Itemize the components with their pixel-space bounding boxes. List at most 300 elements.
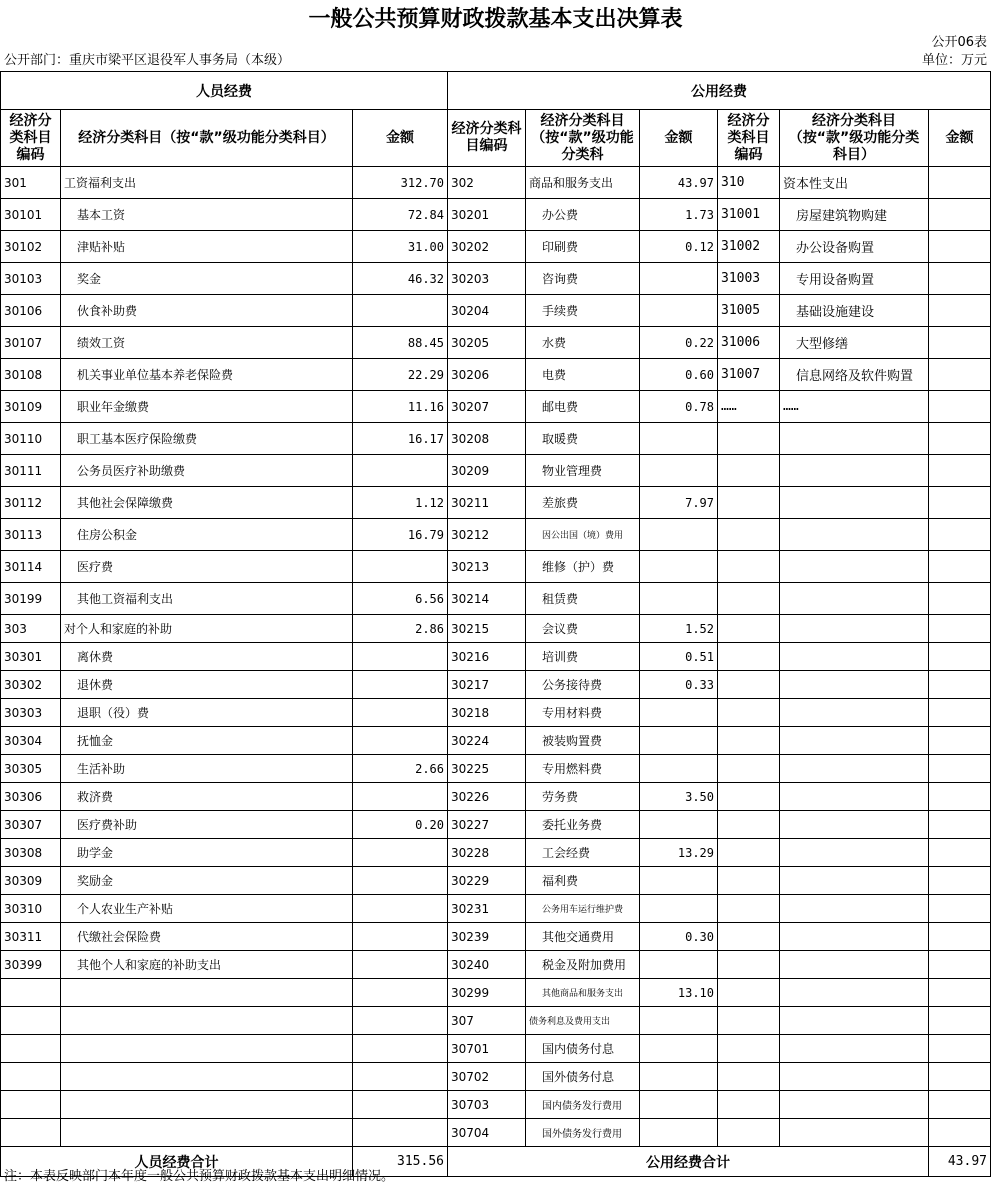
row-amount: 0.20 [353,811,448,839]
row-amount [929,359,991,391]
page-title: 一般公共预算财政拨款基本支出决算表 [308,6,683,32]
row-amount: 0.51 [640,643,718,671]
row-amount [353,783,448,811]
row-amount [929,295,991,327]
row-amount: 0.12 [640,231,718,263]
personnel-header: 人员经费 [1,72,448,110]
row-code: 30207 [448,391,526,423]
table-row [1,671,991,699]
row-code: 30217 [448,671,526,699]
row-amount [640,1063,718,1091]
row-code: 31007 [718,359,780,391]
table-row [1,783,991,811]
col-amount-header: 金额 [929,110,991,167]
row-code: 30704 [448,1119,526,1147]
row-item-name [780,755,929,783]
row-code: 30399 [1,951,61,979]
footnote: 注：本表反映部门本年度一般公共预算财政拨款基本支出明细情况。 [4,1169,395,1184]
row-code: 30310 [1,895,61,923]
row-item-name [780,455,929,487]
col-code-header: 经济分类科目编码 [448,110,526,167]
row-amount [929,199,991,231]
row-code: 31003 [718,263,780,295]
row-item-name: 对个人和家庭的补助 [61,615,353,643]
row-code: 31006 [718,327,780,359]
row-amount [929,755,991,783]
row-code: 30311 [1,923,61,951]
row-item-name: 生活补助 [61,755,353,783]
row-item-name [780,867,929,895]
row-item-name: 公务用车运行维护费 [526,895,640,923]
row-item-name [61,1063,353,1091]
row-amount [353,1063,448,1091]
row-item-name: 专用设备购置 [780,263,929,295]
row-item-name: 手续费 [526,295,640,327]
row-amount [353,951,448,979]
row-code: 31002 [718,231,780,263]
table-row [1,167,991,199]
row-amount: 16.17 [353,423,448,455]
row-amount: 88.45 [353,327,448,359]
table-row [1,979,991,1007]
row-amount: 1.52 [640,615,718,643]
table-row [1,263,991,295]
row-amount [353,1035,448,1063]
row-amount [640,423,718,455]
row-amount: 0.33 [640,671,718,699]
row-code: 30113 [1,519,61,551]
col-name-header: 经济分类科目（按“款”级功能分类科目） [61,110,353,167]
row-item-name [780,951,929,979]
row-code [718,895,780,923]
row-amount: 46.32 [353,263,448,295]
row-amount [929,487,991,519]
row-item-name: 大型修缮 [780,327,929,359]
col-name-header: 经济分类科目（按“款”级功能分类科目） [780,110,929,167]
row-code: 30209 [448,455,526,487]
row-amount: 31.00 [353,231,448,263]
row-code [718,1091,780,1119]
row-item-name: 劳务费 [526,783,640,811]
row-amount [929,895,991,923]
row-amount [929,583,991,615]
row-code: 30240 [448,951,526,979]
row-item-name: 资本性支出 [780,167,929,199]
row-item-name [61,1035,353,1063]
row-amount [929,699,991,727]
row-item-name: 工资福利支出 [61,167,353,199]
row-amount [353,1091,448,1119]
row-amount [640,727,718,755]
row-code [718,811,780,839]
row-code: 30103 [1,263,61,295]
table-row [1,327,991,359]
row-item-name: 印刷费 [526,231,640,263]
row-code [718,551,780,583]
row-amount: 312.70 [353,167,448,199]
row-code [718,487,780,519]
table-row [1,839,991,867]
table-row [1,811,991,839]
row-code: 30202 [448,231,526,263]
row-code: 307 [448,1007,526,1035]
row-amount [353,895,448,923]
row-amount [929,811,991,839]
row-item-name: 国外债务付息 [526,1063,640,1091]
row-amount [353,1119,448,1147]
row-amount: 72.84 [353,199,448,231]
row-amount [929,551,991,583]
row-item-name: 伙食补助费 [61,295,353,327]
row-amount [640,699,718,727]
row-amount [353,867,448,895]
row-code [718,671,780,699]
table-row [1,895,991,923]
row-item-name [780,1119,929,1147]
row-item-name: 因公出国（境）费用 [526,519,640,551]
row-item-name: 抚恤金 [61,727,353,755]
row-item-name [780,1035,929,1063]
row-item-name: 基本工资 [61,199,353,231]
row-code: 30231 [448,895,526,923]
row-code: 30215 [448,615,526,643]
row-code: 30107 [1,327,61,359]
table-row [1,583,991,615]
col-amount-header: 金额 [353,110,448,167]
row-item-name: 专用燃料费 [526,755,640,783]
row-item-name: 邮电费 [526,391,640,423]
row-code: 30102 [1,231,61,263]
row-amount: 1.73 [640,199,718,231]
row-amount [353,1007,448,1035]
row-amount: 2.66 [353,755,448,783]
row-amount [640,455,718,487]
row-amount [929,979,991,1007]
row-amount [353,699,448,727]
row-item-name [780,811,929,839]
row-amount [640,867,718,895]
table-row [1,615,991,643]
row-code: 30101 [1,199,61,231]
row-amount: 11.16 [353,391,448,423]
row-code [718,727,780,755]
row-item-name: 信息网络及软件购置 [780,359,929,391]
row-code [1,1063,61,1091]
row-item-name: 办公设备购置 [780,231,929,263]
row-amount [929,643,991,671]
row-code: 30308 [1,839,61,867]
row-code: 303 [1,615,61,643]
row-code: 30112 [1,487,61,519]
row-amount [929,455,991,487]
row-code [718,423,780,455]
row-code: 30204 [448,295,526,327]
col-amount-header: 金额 [640,110,718,167]
table-row [1,699,991,727]
row-item-name [780,839,929,867]
row-item-name: 奖励金 [61,867,353,895]
row-code: 30212 [448,519,526,551]
row-item-name: 个人农业生产补贴 [61,895,353,923]
row-amount: 3.50 [640,783,718,811]
row-item-name: 其他社会保障缴费 [61,487,353,519]
row-amount [929,671,991,699]
row-amount [353,643,448,671]
form-number: 公开06表 [931,35,987,50]
row-code [1,1007,61,1035]
row-item-name: 职业年金缴费 [61,391,353,423]
row-amount [640,1007,718,1035]
row-code: 30201 [448,199,526,231]
row-amount [929,327,991,359]
row-item-name [780,1091,929,1119]
row-code [1,979,61,1007]
row-item-name [780,551,929,583]
row-code: 30106 [1,295,61,327]
row-amount [929,727,991,755]
department-label: 公开部门：重庆市梁平区退役军人事务局（本级） [4,53,291,68]
row-amount [929,1091,991,1119]
row-amount [929,867,991,895]
row-amount [640,755,718,783]
row-amount [929,1119,991,1147]
row-item-name [780,699,929,727]
row-code: 30307 [1,811,61,839]
row-item-name [780,615,929,643]
row-amount [929,519,991,551]
row-code: 30228 [448,839,526,867]
row-code: 30203 [448,263,526,295]
row-code [718,951,780,979]
row-amount [929,615,991,643]
row-amount [640,263,718,295]
row-code: 30306 [1,783,61,811]
row-item-name: 工会经费 [526,839,640,867]
row-item-name [780,727,929,755]
table-row [1,1063,991,1091]
row-item-name [780,923,929,951]
row-code: 30224 [448,727,526,755]
row-code [718,583,780,615]
table-row [1,1091,991,1119]
public-total-label: 公用经费合计 [448,1147,929,1177]
row-amount [353,979,448,1007]
row-amount [640,895,718,923]
row-item-name: 职工基本医疗保险缴费 [61,423,353,455]
row-amount [929,167,991,199]
row-amount: 13.29 [640,839,718,867]
row-item-name: 津贴补贴 [61,231,353,263]
row-code: 310 [718,167,780,199]
table-row [1,391,991,423]
table-row [1,519,991,551]
table-row [1,923,991,951]
row-amount [929,423,991,455]
row-amount: 6.56 [353,583,448,615]
table-row [1,231,991,263]
row-item-name [780,487,929,519]
row-item-name [780,671,929,699]
table-row [1,867,991,895]
row-code: 30301 [1,643,61,671]
row-item-name: 专用材料费 [526,699,640,727]
row-item-name: 离休费 [61,643,353,671]
row-code [718,519,780,551]
table-row [1,487,991,519]
row-amount [929,391,991,423]
row-item-name: 房屋建筑物购建 [780,199,929,231]
row-item-name: 委托业务费 [526,811,640,839]
table-row [1,1119,991,1147]
row-code: 30226 [448,783,526,811]
row-code: 30239 [448,923,526,951]
row-code: 301 [1,167,61,199]
row-item-name: 租赁费 [526,583,640,615]
row-code: 30216 [448,643,526,671]
row-code: 30218 [448,699,526,727]
row-code [718,755,780,783]
personnel-total-value: 315.56 [353,1147,448,1177]
row-code: 30701 [448,1035,526,1063]
table-row [1,455,991,487]
row-code: 30206 [448,359,526,391]
row-item-name: 取暖费 [526,423,640,455]
row-item-name: 其他个人和家庭的补助支出 [61,951,353,979]
row-code [718,1063,780,1091]
row-code: 30303 [1,699,61,727]
row-amount [353,295,448,327]
row-item-name: 被装购置费 [526,727,640,755]
row-amount: 0.22 [640,327,718,359]
row-code [718,1007,780,1035]
row-code [718,455,780,487]
row-code [718,643,780,671]
row-code: 30211 [448,487,526,519]
row-amount [353,923,448,951]
row-code [1,1091,61,1119]
row-item-name: …… [780,391,929,423]
table-row [1,199,991,231]
row-code [718,699,780,727]
table-row [1,551,991,583]
row-code [718,1119,780,1147]
row-amount [929,231,991,263]
row-code: 30108 [1,359,61,391]
row-code: 30299 [448,979,526,1007]
row-item-name: 住房公积金 [61,519,353,551]
row-item-name: 电费 [526,359,640,391]
table-row [1,359,991,391]
row-code [718,979,780,1007]
row-item-name: 助学金 [61,839,353,867]
row-amount: 13.10 [640,979,718,1007]
row-amount [640,1035,718,1063]
row-item-name: 救济费 [61,783,353,811]
row-item-name [61,1119,353,1147]
row-item-name [61,979,353,1007]
row-item-name: 国内债务发行费用 [526,1091,640,1119]
row-code [718,867,780,895]
row-item-name: 公务员医疗补助缴费 [61,455,353,487]
row-item-name: 机关事业单位基本养老保险费 [61,359,353,391]
row-item-name [780,783,929,811]
row-code: 30114 [1,551,61,583]
row-amount [640,551,718,583]
row-item-name: 其他交通费用 [526,923,640,951]
expenditure-table [0,71,991,1177]
row-amount [929,923,991,951]
row-item-name [780,643,929,671]
row-amount [929,1035,991,1063]
table-row [1,727,991,755]
row-code [1,1119,61,1147]
row-code: 30213 [448,551,526,583]
table-row [1,951,991,979]
col-name-header: 经济分类科目（按“款”级功能分类科 [526,110,640,167]
row-item-name [61,1091,353,1119]
table-row [1,1007,991,1035]
row-code [718,783,780,811]
row-amount [640,1091,718,1119]
row-code [1,1035,61,1063]
row-amount [353,455,448,487]
row-code: 30214 [448,583,526,615]
table-row [1,755,991,783]
row-item-name: 咨询费 [526,263,640,295]
row-amount: 0.30 [640,923,718,951]
row-item-name: 债务利息及费用支出 [526,1007,640,1035]
row-amount [640,519,718,551]
row-code: 30225 [448,755,526,783]
row-code: 30110 [1,423,61,455]
row-amount: 1.12 [353,487,448,519]
table-row [1,423,991,455]
row-item-name: 医疗费 [61,551,353,583]
row-item-name: 税金及附加费用 [526,951,640,979]
row-amount [353,839,448,867]
row-code: 30199 [1,583,61,615]
row-code: 30229 [448,867,526,895]
row-item-name: 办公费 [526,199,640,231]
row-item-name: 绩效工资 [61,327,353,359]
row-item-name: 其他工资福利支出 [61,583,353,615]
row-item-name: 会议费 [526,615,640,643]
row-code: 302 [448,167,526,199]
row-code: 30302 [1,671,61,699]
public-total-value: 43.97 [929,1147,991,1177]
row-item-name: 基础设施建设 [780,295,929,327]
row-code: 30703 [448,1091,526,1119]
row-code: …… [718,391,780,423]
row-amount [929,783,991,811]
row-code [718,923,780,951]
row-code [718,615,780,643]
row-item-name: 代缴社会保险费 [61,923,353,951]
row-item-name: 福利费 [526,867,640,895]
row-item-name [780,979,929,1007]
row-amount: 2.86 [353,615,448,643]
row-amount [929,839,991,867]
row-item-name: 维修（护）费 [526,551,640,583]
row-amount [353,551,448,583]
row-item-name: 其他商品和服务支出 [526,979,640,1007]
unit-label: 单位：万元 [921,53,987,68]
row-item-name [780,1063,929,1091]
row-amount: 43.97 [640,167,718,199]
row-amount [640,295,718,327]
row-amount [353,671,448,699]
row-amount [929,1063,991,1091]
